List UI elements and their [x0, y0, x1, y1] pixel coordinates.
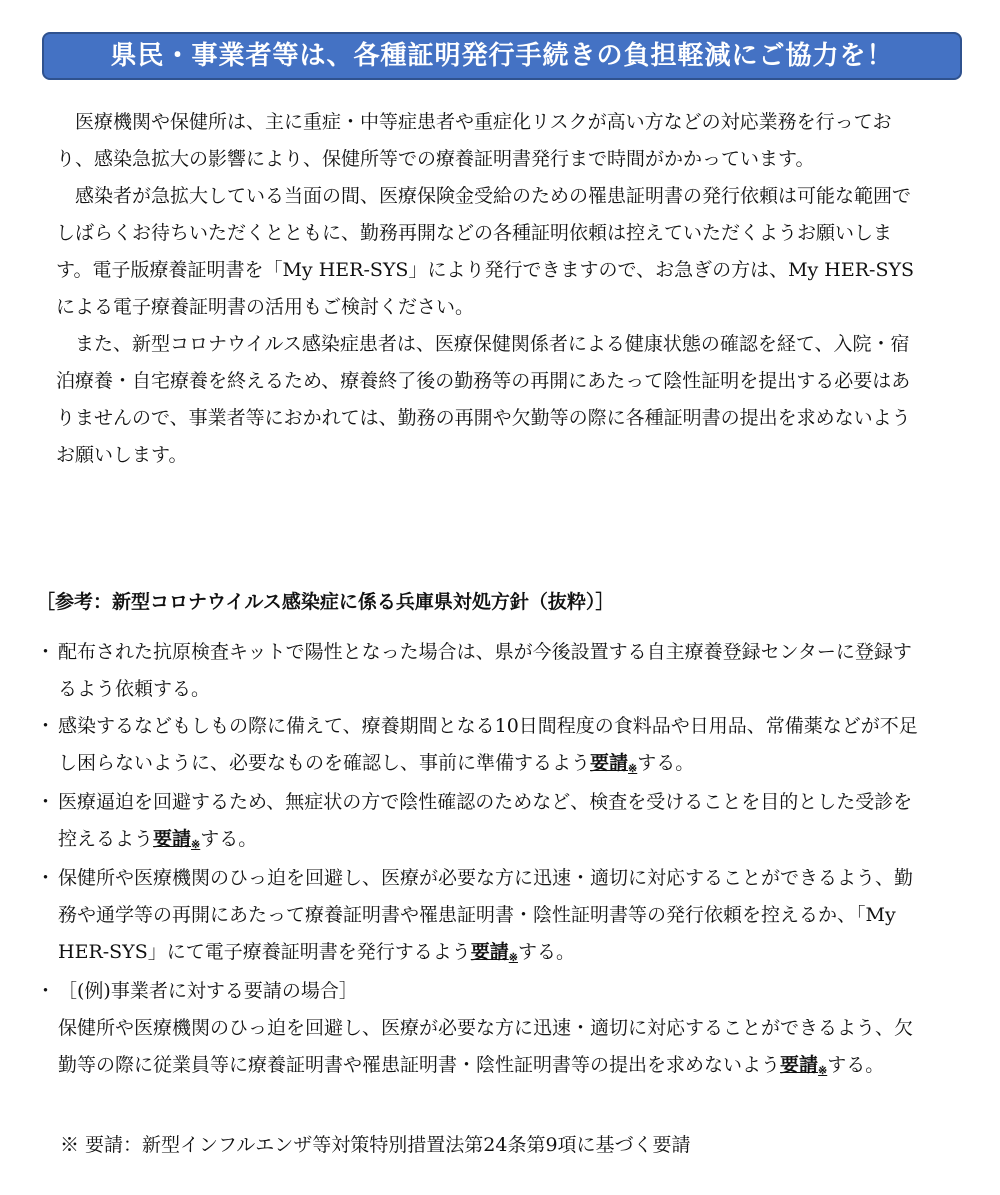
bullet: ・: [36, 791, 56, 813]
bullet: ・: [36, 980, 56, 1002]
request-mark: ※: [191, 838, 201, 851]
reference-list: [36, 634, 926, 1086]
intro-paragraph-1: 医療機関や保健所は、主に重症・中等症患者や重症化リスクが高い方などの対応業務を行っており、感染急拡大の影響により、保健所等での療養証明書発行まで時間がかかっています。: [56, 111, 892, 170]
bullet: ・: [36, 867, 56, 889]
request-word: 要請: [153, 828, 192, 850]
request-mark: ※: [818, 1064, 828, 1077]
list-item: [36, 708, 926, 784]
bullet: ・: [36, 641, 56, 663]
request-word: 要請: [780, 1054, 819, 1076]
bullet: ・: [36, 715, 56, 737]
list-item: [36, 634, 926, 708]
item-text: 感染するなどもしもの際に備えて、療養期間となる10日間程度の食料品や日用品、常備薬などが不足し困らないように、必要なものを確認し、事前に準備するよう: [58, 715, 918, 774]
item-text: 保健所や医療機関のひっ迫を回避し、医療が必要な方に迅速・適切に対応することができるよう、勤務や通学等の再開にあたって療養証明書や罹患証明書・陰性証明書等の発行依頼を控えるか、「My HER-SYS」にて電子療養証明書を発行するよう: [58, 867, 914, 963]
title-text: 県民・事業者等は、各種証明発行手続きの負担軽減にご協力を！: [110, 41, 894, 71]
item-text-end: する。: [517, 941, 575, 963]
footnote: ※ 要請：新型インフルエンザ等対策特別措置法第24条第9項に基づく要請: [60, 1134, 691, 1156]
request-mark: ※: [628, 762, 638, 775]
request-mark: ※: [508, 951, 518, 964]
intro-paragraph-2: 感染者が急拡大している当面の間、医療保険金受給のための罹患証明書の発行依頼は可能な範囲でしばらくお待ちいただくとともに、勤務再開などの各種証明依頼は控えていただくようお願いします。電子版療養証明書を「My HER-SYS」により発行できますので、お急ぎの方は、My HER-SYSによる電子療養証明書の活用もご検討ください。: [56, 185, 915, 318]
item-heading: ［(例)事業者に対する要請の場合］: [58, 980, 358, 1002]
list-item: [36, 860, 926, 973]
item-text-end: する。: [827, 1054, 885, 1076]
title-banner: [42, 32, 962, 80]
intro-paragraph-3: また、新型コロナウイルス感染症患者は、医療保健関係者による健康状態の確認を経て、入院・宿泊療養・自宅療養を終えるため、療養終了後の勤務等の再開にあたって陰性証明を提出する必要はありませんので、事業者等におかれては、勤務の再開や欠勤等の際に各種証明書の提出を求めないようお願いします。: [56, 333, 911, 466]
request-word: 要請: [470, 941, 509, 963]
intro-section: [56, 104, 926, 474]
request-word: 要請: [590, 752, 629, 774]
list-item: [36, 973, 926, 1086]
list-item: [36, 784, 926, 860]
item-text: 保健所や医療機関のひっ迫を回避し、医療が必要な方に迅速・適切に対応することができるよう、欠勤等の際に従業員等に療養証明書や罹患証明書・陰性証明書等の提出を求めないよう: [58, 1017, 914, 1076]
item-text-end: する。: [637, 752, 695, 774]
item-text: 配布された抗原検査キットで陽性となった場合は、県が今後設置する自主療養登録センターに登録するよう依頼する。: [58, 641, 912, 700]
reference-title: ［参考：新型コロナウイルス感染症に係る兵庫県対処方針（抜粋）］: [36, 591, 615, 613]
item-text-end: する。: [200, 828, 258, 850]
item-text: 医療逼迫を回避するため、無症状の方で陰性確認のためなど、検査を受けることを目的とした受診を控えるよう: [58, 791, 913, 850]
